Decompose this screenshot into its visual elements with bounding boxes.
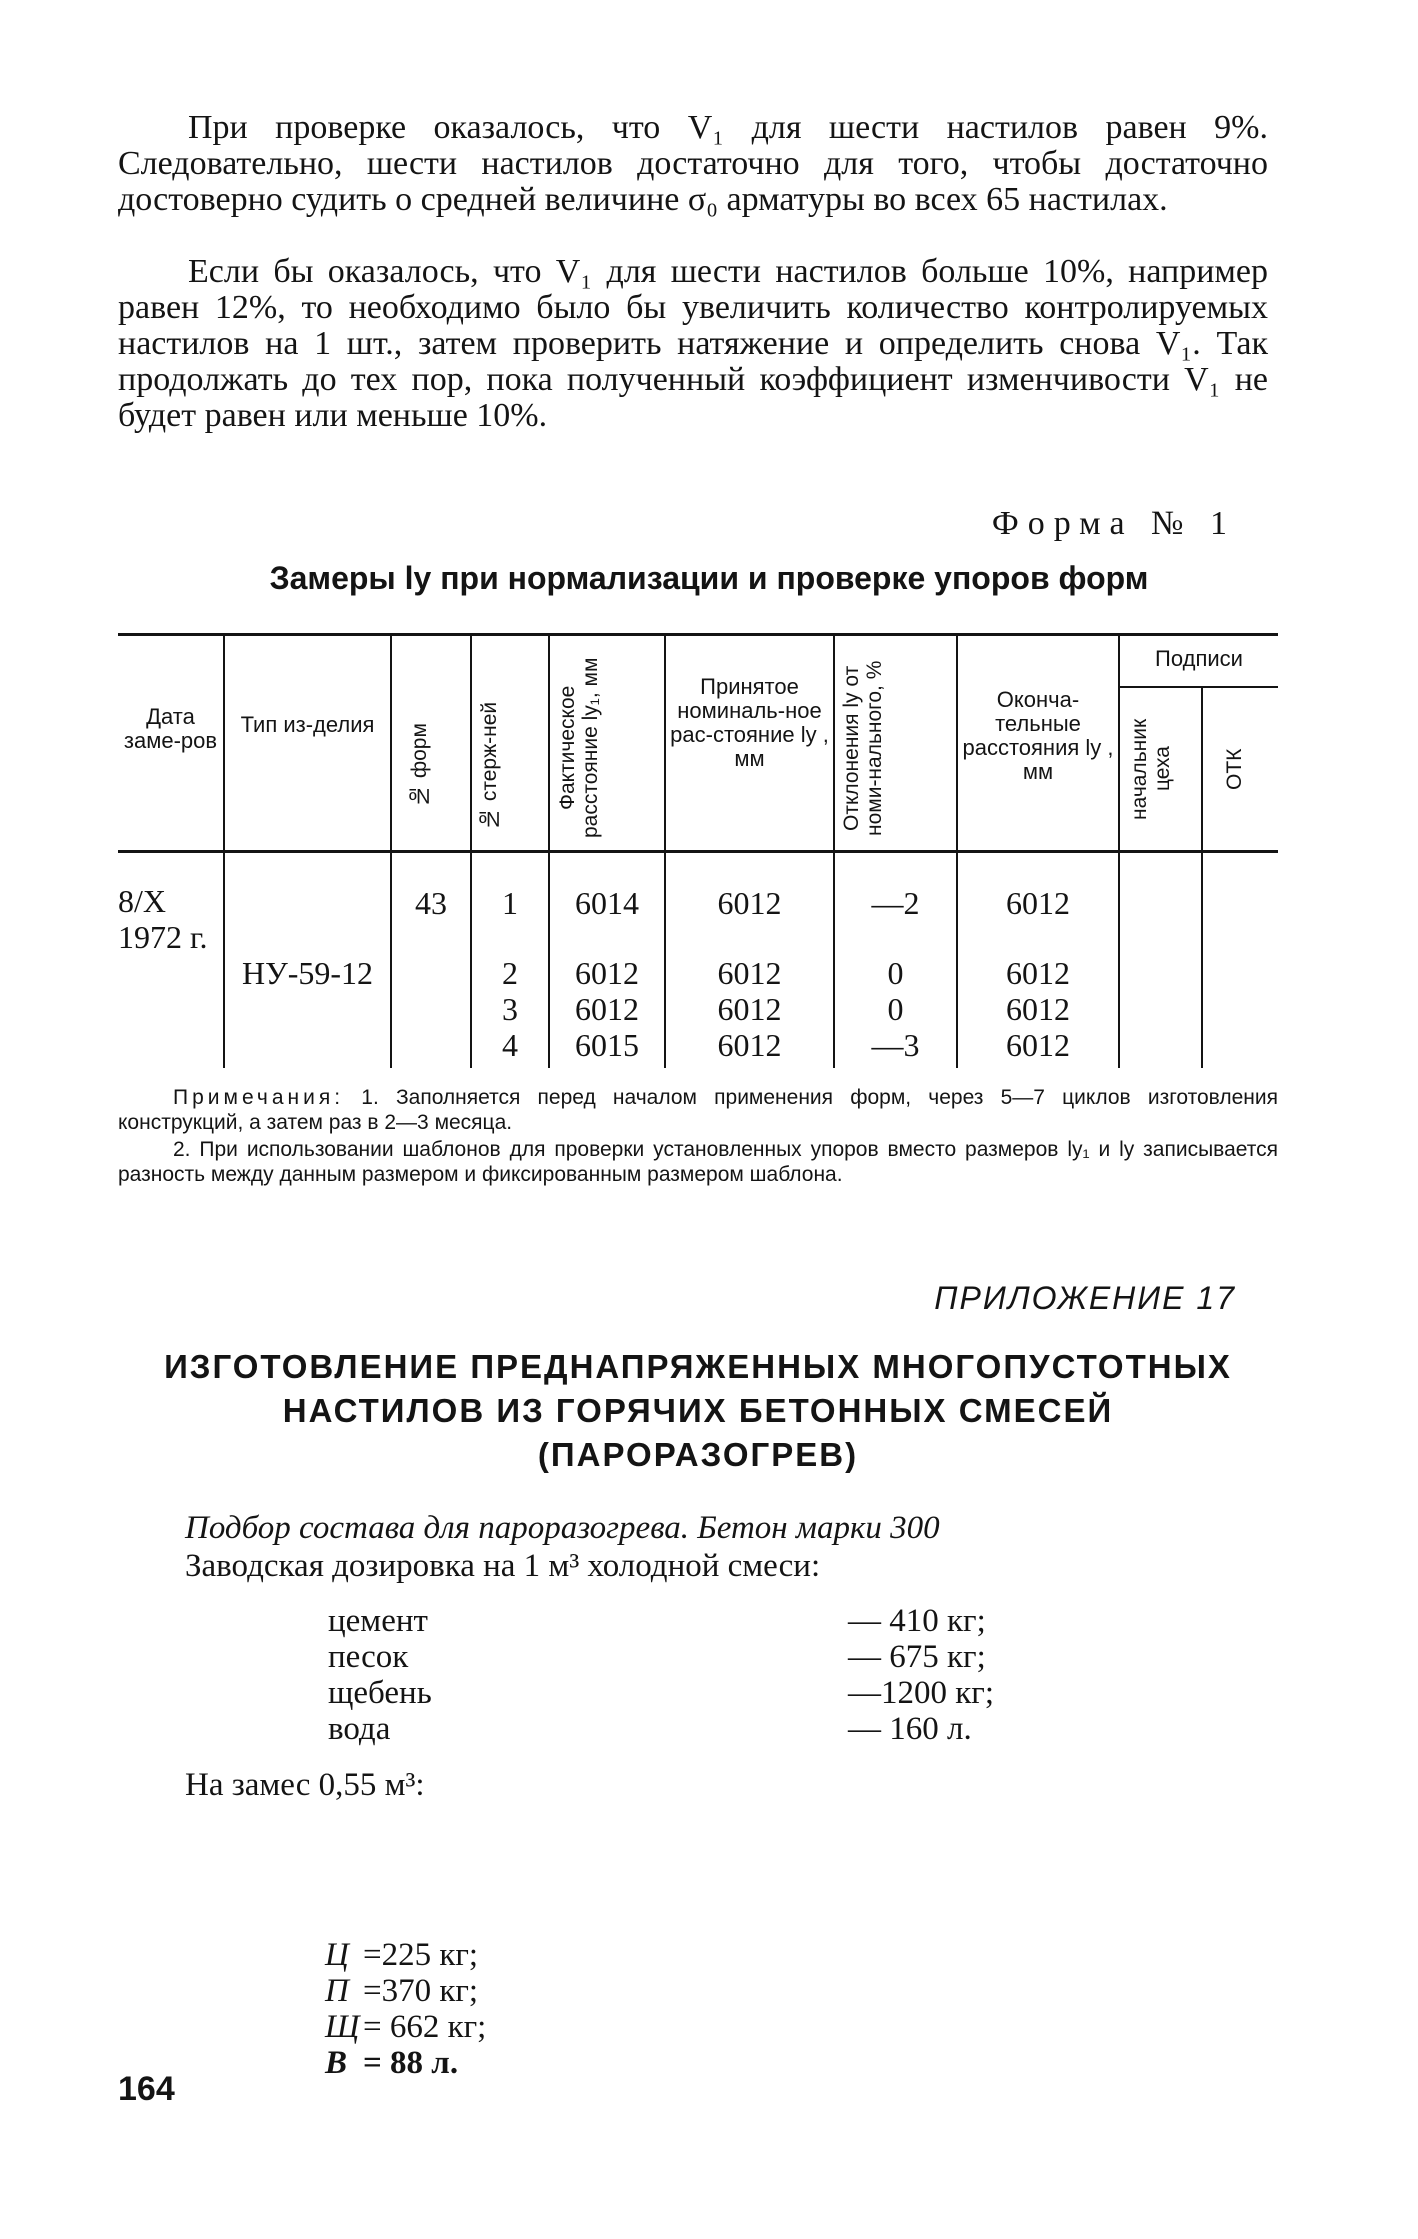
header-sig-otk: ОТК	[1223, 748, 1246, 790]
batch-symbol: П	[325, 1973, 349, 2009]
dosage-row	[328, 1603, 1028, 1639]
col-rule	[1118, 633, 1120, 1068]
batch-row	[325, 1973, 478, 2009]
header-rod-no: № стерж-ней	[478, 701, 501, 830]
dosage-name: песок	[328, 1639, 409, 1675]
notes-label: Примечания:	[173, 1086, 345, 1109]
deviation-cell: —2	[871, 885, 920, 921]
actual-cell: 6012	[575, 955, 639, 991]
batch-intro: На замес 0,55 м³:	[185, 1767, 425, 1803]
dosage-value: —1200 кг;	[848, 1675, 994, 1711]
nominal-cell: 6012	[717, 1027, 782, 1063]
note-1-text: 1. Заполняется перед началом применения форм, через 5—7 циклов изготовления конструкций, а затем раз в 2—3 месяца.	[118, 1086, 1278, 1134]
nominal-cell: 6012	[717, 885, 782, 921]
final-cell: 6012	[1006, 955, 1070, 991]
note-1	[118, 1085, 1278, 1135]
batch-value: =370 кг;	[363, 1973, 479, 2009]
type-cell: НУ-59-12	[241, 955, 374, 991]
batch-row	[325, 1937, 478, 1973]
header-type: Тип из-делия	[240, 712, 375, 737]
heading-line: НАСТИЛОВ ИЗ ГОРЯЧИХ БЕТОННЫХ СМЕСЕЙ	[282, 1392, 1114, 1429]
dosage-value: — 160 л.	[848, 1711, 972, 1747]
page-number: 164	[118, 2070, 175, 2108]
rod-cell: 2	[502, 955, 518, 991]
final-cell: 6012	[1006, 991, 1070, 1027]
batch-symbol: В	[325, 2045, 348, 2081]
final-cell: 6012	[1006, 1027, 1070, 1063]
signatures-rule	[1118, 686, 1278, 688]
date-cell: 8/X 1972 г.	[118, 883, 208, 955]
batch-symbol: Ц	[325, 1937, 349, 1973]
actual-cell: 6012	[575, 991, 639, 1027]
heading-line: ИЗГОТОВЛЕНИЕ ПРЕДНАПРЯЖЕННЫХ МНОГОПУСТОТНЫХ	[164, 1348, 1232, 1385]
batch-value: = 662 кг;	[363, 2009, 487, 2045]
batch-value: = 88 л.	[363, 2045, 459, 2081]
table-title: Замеры lу при нормализации и проверке упоров форм	[269, 560, 1149, 596]
actual-cell: 6015	[575, 1027, 639, 1063]
heading-line: (ПАРОРАЗОГРЕВ)	[537, 1436, 859, 1473]
col-rule	[223, 633, 225, 1068]
form-cell: 43	[415, 885, 447, 921]
deviation-cell: 0	[887, 991, 904, 1027]
col-rule	[1201, 688, 1203, 1068]
final-cell: 6012	[1006, 885, 1070, 921]
header-nominal: Принятое номиналь-ное рас-стояние lу , мм	[670, 674, 829, 771]
batch-row	[325, 2045, 458, 2081]
batch-row	[325, 2009, 486, 2045]
deviation-cell: 0	[887, 955, 904, 991]
header-final: Оконча-тельные расстояния lу , мм	[962, 687, 1114, 784]
batch-symbol: Щ	[325, 2009, 360, 2045]
rod-cell: 4	[502, 1027, 518, 1063]
dosage-row	[328, 1711, 1028, 1747]
table-top-rule	[118, 633, 1278, 636]
nominal-cell: 6012	[717, 955, 782, 991]
subheading: Подбор состава для паpоразогрева. Бетон марки 300	[185, 1510, 940, 1546]
note-2: 2. При использовании шаблонов для проверки установленных упоров вместо размеров lу₁ и lу записывается разность между данным размером и фиксированным размером шаблона.	[118, 1138, 1278, 1186]
rod-cell: 1	[502, 885, 518, 921]
dosage-value: — 410 кг;	[848, 1603, 986, 1639]
dosage-name: вода	[328, 1711, 391, 1747]
col-rule	[390, 633, 392, 1068]
section-heading	[118, 1345, 1278, 1477]
paragraph-1: При проверке оказалось, что V₁ для шести настилов равен 9%. Следовательно, шести настилов достаточно для того, чтобы достаточно достоверно судить о средней величине σ₀ арматуры во всех 65 настилах.	[118, 109, 1268, 218]
actual-cell: 6014	[575, 885, 639, 921]
table-header-rule	[118, 850, 1278, 853]
header-signatures: Подписи	[1155, 646, 1243, 671]
header-date: Дата заме-ров	[123, 704, 218, 753]
dosage-name: щебень	[328, 1675, 432, 1711]
header-form-no: № форм	[408, 723, 431, 808]
header-actual: Фактическое расстояние lу₁, мм	[556, 657, 602, 839]
header-deviation: Отклонения lу от номи-нального, %	[840, 660, 886, 836]
nominal-cell: 6012	[717, 991, 782, 1027]
dosage-intro: Заводская дозировка на 1 м³ холодной смеси:	[185, 1548, 821, 1584]
rod-cell: 3	[502, 991, 518, 1027]
header-sig-chief: начальник цеха	[1128, 718, 1174, 820]
dosage-value: — 675 кг;	[848, 1639, 986, 1675]
form-label: Форма № 1	[991, 505, 1236, 542]
batch-value: =225 кг;	[363, 1937, 479, 1973]
appendix-label: ПРИЛОЖЕНИЕ 17	[934, 1280, 1236, 1316]
dosage-name: цемент	[328, 1603, 428, 1639]
paragraph-2: Если бы оказалось, что V₁ для шести настилов больше 10%, например равен 12%, то необходимо было бы увеличить количество контролируемых настилов на 1 шт., затем проверить натяжение и определить снова V₁. Так продолжать до тех пор, пока полученный коэффициент изменчивости V₁ не будет равен или меньше 10%.	[118, 253, 1268, 434]
dosage-row	[328, 1675, 1028, 1711]
dosage-row	[328, 1639, 1028, 1675]
deviation-cell: —3	[871, 1027, 920, 1063]
